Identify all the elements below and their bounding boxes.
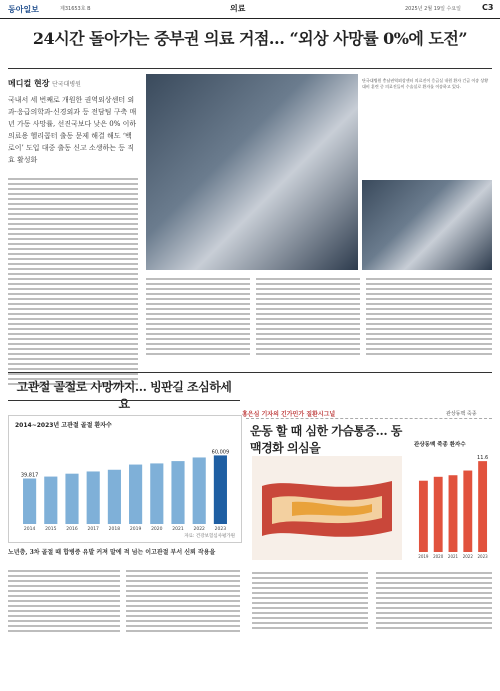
chart-bar-2015 bbox=[44, 477, 57, 524]
chart2-bar-2020 bbox=[434, 477, 443, 552]
chart-bar-2020 bbox=[150, 463, 163, 524]
section-title: 의료 bbox=[230, 4, 246, 13]
chart-bar-2021 bbox=[171, 461, 184, 524]
series-divider bbox=[246, 418, 492, 419]
issue-number: 제31653호 B bbox=[60, 6, 91, 12]
artery-illustration bbox=[252, 456, 402, 560]
data-label-2023: 60,009 bbox=[211, 449, 230, 456]
chart2-bar-2023 bbox=[478, 461, 487, 552]
chart-bar-2023 bbox=[214, 455, 227, 524]
x-tick-2021: 2021 bbox=[172, 527, 184, 532]
chart-bar-2022 bbox=[193, 457, 206, 524]
coronary-chart bbox=[412, 436, 494, 566]
x-tick-2022: 2022 bbox=[193, 527, 205, 532]
chart-story-headline: 고관절 골절로 사망까지… 빙판길 조심하세요 bbox=[16, 380, 232, 411]
series-subtitle: 관상동맥 죽종 bbox=[446, 411, 477, 417]
series-tag: 홍은심 기자의 긴가민가 질환시그널 bbox=[242, 411, 336, 418]
chart-source: 자료: 건강보험심사평가원 bbox=[184, 534, 235, 539]
chart-story-text-col-2 bbox=[126, 570, 240, 635]
hip-fracture-chart bbox=[8, 415, 242, 543]
chart2-bar-2021 bbox=[449, 475, 458, 552]
chart-story-text-col-1 bbox=[8, 570, 120, 635]
hip-fracture-chart-svg bbox=[9, 416, 241, 542]
chart2-title: 관상동맥 죽종 환자수 bbox=[414, 442, 466, 448]
chart2-data-label-2023: 11.6 bbox=[477, 455, 489, 462]
section-divider bbox=[8, 372, 492, 373]
body-text-col-4 bbox=[366, 278, 492, 358]
chart-title: 2014~2023년 고관절 골절 환자수 bbox=[15, 422, 112, 429]
chart-story-divider bbox=[8, 400, 240, 401]
right-story-headline: 운동 할 때 심한 가슴통증… 동맥경화 의심을 bbox=[250, 424, 402, 455]
artery-svg bbox=[252, 456, 402, 560]
photo-caption-box bbox=[362, 78, 492, 178]
x-tick-2014: 2014 bbox=[23, 527, 36, 532]
issue-date: 2025년 2월 19일 수요일 bbox=[405, 6, 462, 12]
secondary-photo bbox=[362, 180, 492, 270]
chart2-x-tick-2021: 2021 bbox=[447, 554, 459, 559]
masthead bbox=[0, 0, 500, 19]
surgery-photo bbox=[146, 74, 358, 270]
right-story-text-col-1 bbox=[252, 572, 368, 632]
headline-divider bbox=[8, 68, 492, 69]
chart2-x-tick-2020: 2020 bbox=[433, 554, 444, 559]
x-tick-2018: 2018 bbox=[108, 527, 121, 532]
x-tick-2017: 2017 bbox=[87, 527, 99, 532]
x-tick-2023: 2023 bbox=[214, 527, 227, 532]
x-tick-2016: 2016 bbox=[66, 527, 78, 532]
chart2-x-tick-2023: 2023 bbox=[477, 554, 488, 559]
body-text-col-2 bbox=[146, 278, 250, 358]
coronary-chart-svg bbox=[412, 436, 494, 566]
chart2-x-tick-2022: 2022 bbox=[462, 554, 473, 559]
chart2-bar-2019 bbox=[419, 481, 428, 552]
chart-bar-2016 bbox=[65, 474, 78, 524]
page-number: C3 bbox=[482, 3, 494, 12]
chart2-bar-2022 bbox=[463, 471, 472, 552]
x-tick-2020: 2020 bbox=[151, 527, 163, 532]
chart-bar-2018 bbox=[108, 470, 121, 524]
chart-bar-2014 bbox=[23, 478, 36, 524]
story-byline: 단국대병원 bbox=[52, 81, 81, 88]
chart-bar-2019 bbox=[129, 465, 142, 524]
series-banner bbox=[246, 380, 492, 406]
story-subhead: 국내서 세 번째로 개원한 권역외상센터 외과·응급의학과·신경외과 등 전담팀 구축 매년 가동 사망률, 선진국보다 낮은 0% 이하 의료용 헬리콥터 출동 문제 해결 해도 ‘백로이’ 도입 대중 출동 신고 소생하는 등 직효 활성화 bbox=[8, 96, 137, 164]
right-story-text-col-2 bbox=[376, 572, 492, 632]
chart2-x-tick-2019: 2019 bbox=[418, 554, 429, 559]
x-tick-2015: 2015 bbox=[45, 527, 57, 532]
top-headline: 24시간 돌아가는 중부권 의료 거점… “외상 사망률 0%에 도전” bbox=[32, 29, 468, 48]
body-text-col-3 bbox=[256, 278, 360, 358]
newspaper-logo: 동아일보 bbox=[8, 5, 39, 14]
data-label-2014: 39,817 bbox=[20, 472, 39, 479]
chart-story-subhead: 노년층, 3차 골절 때 합병증 유발 커져 말에 적 넘는 이고관절 부서 신뢰 작용을 bbox=[8, 549, 216, 556]
story-kicker: 메디컬 현장 bbox=[8, 79, 50, 88]
chart-bar-2017 bbox=[87, 471, 100, 524]
body-text-col-1 bbox=[8, 178, 138, 388]
photo-caption: 단국대병원 충남권역외상센터 의료진이 응급실 내원 환자 긴급 이송 상황 대비 훈련 중 의료진들이 수술실로 환자를 이송하고 있다. bbox=[362, 78, 489, 89]
x-tick-2019: 2019 bbox=[129, 527, 142, 532]
